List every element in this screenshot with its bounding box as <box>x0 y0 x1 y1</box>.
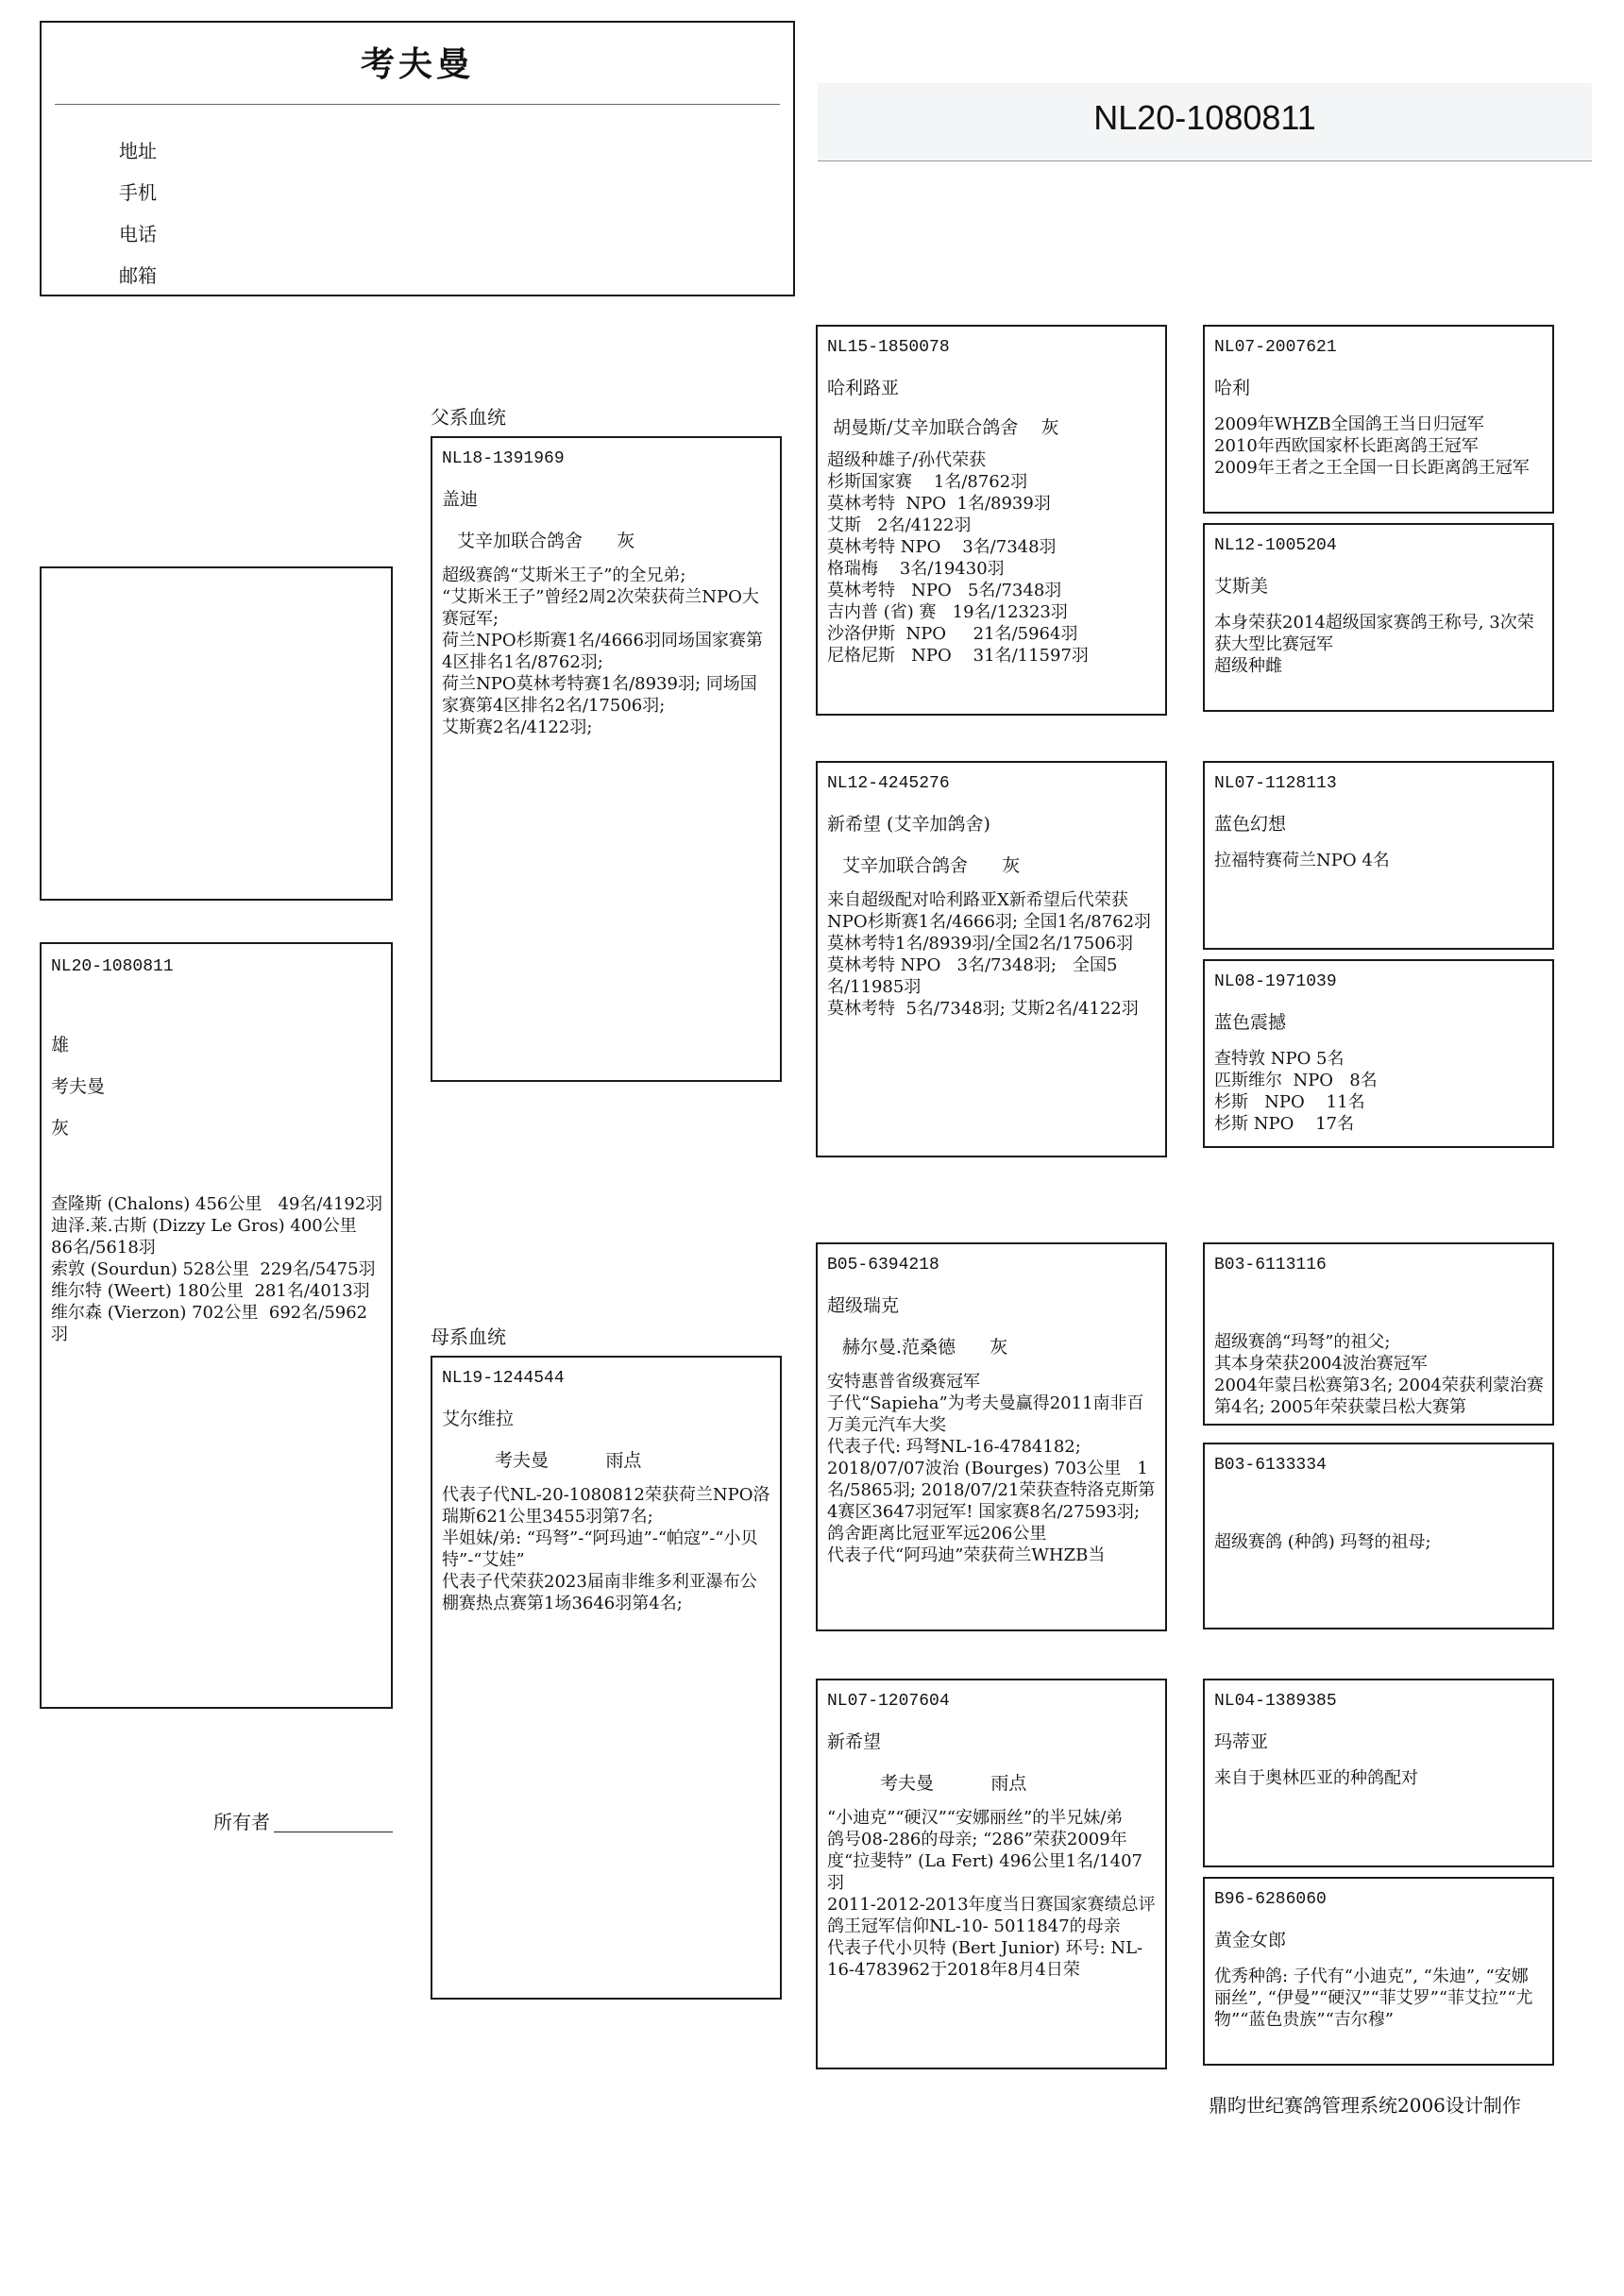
dam-sire-card <box>816 1242 1167 1631</box>
ggp-ddd-card <box>1203 1877 1554 2066</box>
dam-dam-owner: 考夫曼 雨点 <box>880 1773 1027 1794</box>
header-ring-number: NL20-1080811 <box>1093 98 1316 137</box>
ggp-sds-card <box>1203 761 1554 950</box>
dam-sire-ring: B05-6394218 <box>827 1256 939 1275</box>
ggp-sss-notes: 2009年WHZB全国鸽王当日归冠军 2010年西欧国家杯长距离鸽王冠军 2009年王者之王全国一日长距离鸽王冠军 <box>1214 414 1530 478</box>
sire-sire-notes: 超级种雄子/孙代荣获 杉斯国家赛 1名/8762羽 莫林考特 NPO 1名/8939羽 艾斯 2名/4122羽 莫林考特 NPO 3名/7348羽 格瑞梅 3名/19430羽 莫林考特 NPO 5名/7348羽 吉内普 (省) 赛 19名/12323羽 沙洛伊斯 NPO 21名/5964羽 尼格尼斯 NPO 31名/11597羽 <box>827 450 1089 666</box>
ggp-ssd-notes: 本身荣获2014超级国家赛鸽王称号, 3次荣获大型比赛冠军 超级种雌 <box>1214 613 1534 676</box>
address-label: 地址 <box>119 140 157 162</box>
sire-sire-ring: NL15-1850078 <box>827 338 950 357</box>
owner-name: 考夫曼 <box>360 44 474 84</box>
dam-dam-ring: NL07-1207604 <box>827 1692 950 1711</box>
subject-color: 灰 <box>51 1118 70 1139</box>
mobile-label: 手机 <box>119 181 157 204</box>
dam-dam-card <box>816 1679 1167 2069</box>
dam-sire-owner: 赫尔曼.范桑德 灰 <box>842 1337 1008 1358</box>
ggp-sdd-notes: 查特敦 NPO 5名 匹斯维尔 NPO 8名 杉斯 NPO 11名 杉斯 NPO 17名 <box>1214 1049 1378 1134</box>
ggp-dss-ring: B03-6113116 <box>1214 1256 1327 1275</box>
ggp-sdd-name: 蓝色震撼 <box>1214 1012 1287 1033</box>
ggp-sds-notes: 拉福特赛荷兰NPO 4名 <box>1214 851 1390 870</box>
sire-line-label: 父系血统 <box>431 406 506 429</box>
sire-card <box>431 436 782 1082</box>
ggp-sss-name: 哈利 <box>1214 378 1251 398</box>
subject-breeder: 考夫曼 <box>51 1076 106 1097</box>
ggp-ddd-ring: B96-6286060 <box>1214 1890 1327 1909</box>
dam-ring: NL19-1244544 <box>442 1369 565 1388</box>
ggp-ddd-notes: 优秀种鸽: 子代有“小迪克”, “朱迪”, “安娜丽丝”, “伊曼”“硬汉”“菲艾罗”“菲艾拉”“尤物”“蓝色贵族”“吉尔穆” <box>1214 1967 1533 2030</box>
ggp-sds-name: 蓝色幻想 <box>1214 814 1287 835</box>
dam-sire-name: 超级瑞克 <box>827 1295 900 1316</box>
sire-name: 盖迪 <box>442 489 479 510</box>
sire-notes: 超级赛鸽“艾斯米王子”的全兄弟; “艾斯米王子”曾经2周2次荣获荷兰NPO大赛冠军; 荷兰NPO杉斯赛1名/4666羽同场国家赛第4区排名1名/8762羽; 荷兰NPO莫林考特赛1名/8939羽; 同场国家赛第4区排名2名/17506羽; 艾斯赛2名/4122羽; <box>442 566 763 737</box>
subject-card <box>40 942 393 1709</box>
ggp-dsd-card <box>1203 1443 1554 1629</box>
ggp-dds-ring: NL04-1389385 <box>1214 1692 1337 1711</box>
sire-dam-name: 新希望 (艾辛加鸽舍) <box>827 814 990 835</box>
ggp-sdd-ring: NL08-1971039 <box>1214 972 1337 991</box>
sire-dam-ring: NL12-4245276 <box>827 774 950 793</box>
sire-sire-name: 哈利路亚 <box>827 378 900 398</box>
ggp-ssd-card <box>1203 523 1554 712</box>
ggp-ddd-name: 黄金女郎 <box>1214 1930 1287 1950</box>
subject-ring: NL20-1080811 <box>51 957 174 976</box>
ggp-dss-notes: 超级赛鸽“玛弩”的祖父; 其本身荣获2004波治赛冠军 2004年蒙吕松赛第3名; 2004荣获利蒙治赛第4名; 2005年荣获蒙吕松大赛第 <box>1214 1332 1544 1417</box>
ggp-dds-name: 玛蒂亚 <box>1214 1731 1269 1752</box>
ggp-sds-ring: NL07-1128113 <box>1214 774 1337 793</box>
dam-owner: 考夫曼 雨点 <box>495 1450 642 1471</box>
dam-name: 艾尔维拉 <box>442 1409 515 1429</box>
phone-label: 电话 <box>119 223 157 245</box>
ggp-ssd-ring: NL12-1005204 <box>1214 536 1337 555</box>
header-ring-band <box>818 83 1592 161</box>
owner-card-divider <box>55 104 780 105</box>
dam-sire-notes: 安特惠普省级赛冠军 子代“Sapieha”为考夫曼赢得2011南非百万美元汽车大奖 代表子代: 玛弩NL-16-4784182; 2018/07/07波治 (Bourges) 703公里 1名/5865羽; 2018/07/21荣获查特洛克斯第4赛区3647羽冠军! 国家赛8名/27593羽; 鸽舍距离比冠亚军远206公里 代表子代“阿玛迪”荣获荷兰WHZB当 <box>827 1372 1156 1565</box>
owner-card <box>40 21 795 296</box>
dam-notes: 代表子代NL-20-1080812荣获荷兰NPO洛瑞斯621公里3455羽第7名; 半姐妹/弟: “玛弩”-“阿玛迪”-“帕寇”-“小贝特”-“艾娃” 代表子代荣获2023届南非维多利亚瀑布公棚赛热点赛第1场3646羽第4名; <box>442 1485 770 1613</box>
owner-signature-label: 所有者 <box>213 1811 270 1833</box>
sire-dam-owner: 艾辛加联合鸽舍 灰 <box>842 855 1021 876</box>
ggp-dsd-ring: B03-6133334 <box>1214 1456 1327 1475</box>
ggp-ssd-name: 艾斯美 <box>1214 576 1269 597</box>
sire-dam-card <box>816 761 1167 1157</box>
ggp-dds-notes: 来自于奥林匹亚的种鸽配对 <box>1214 1768 1418 1788</box>
email-label: 邮箱 <box>119 264 157 287</box>
ggp-sdd-card <box>1203 959 1554 1148</box>
sire-ring: NL18-1391969 <box>442 449 565 468</box>
ggp-sss-card <box>1203 325 1554 514</box>
sire-owner: 艾辛加联合鸽舍 灰 <box>457 531 635 551</box>
ggp-dss-card <box>1203 1242 1554 1426</box>
footer-credit: 鼎昀世纪赛鸽管理系统2006设计制作 <box>1209 2094 1521 2117</box>
dam-dam-notes: “小迪克”“硬汉”“安娜丽丝”的半兄妹/弟 鸽号08-286的母亲; “286”荣获2009年度“拉斐特” (La Fert) 496公里1名/1407羽 2011-2012-2013年度当日赛国家赛绩总评鸽王冠军信仰NL-10- 5011847的母亲 代表子代小贝特 (Bert Junior) 环号: NL-16-4783962于2018年8月4日荣 <box>827 1808 1156 1980</box>
sire-sire-card <box>816 325 1167 716</box>
subject-sex: 雄 <box>51 1035 70 1055</box>
ggp-dsd-notes: 超级赛鸽 (种鸽) 玛弩的祖母; <box>1214 1532 1431 1552</box>
ggp-sss-ring: NL07-2007621 <box>1214 338 1337 357</box>
dam-dam-name: 新希望 <box>827 1731 882 1752</box>
photo-box <box>40 566 393 901</box>
ggp-dds-card <box>1203 1679 1554 1867</box>
dam-line-label: 母系血统 <box>431 1325 506 1348</box>
sire-sire-owner: 胡曼斯/艾辛加联合鸽舍 灰 <box>833 417 1059 438</box>
dam-card <box>431 1356 782 2000</box>
sire-dam-notes: 来自超级配对哈利路亚X新希望后代荣获 NPO杉斯赛1名/4666羽; 全国1名/8762羽 莫林考特1名/8939羽/全国2名/17506羽 莫林考特 NPO 3名/7348羽; 全国5名/11985羽 莫林考特 5名/7348羽; 艾斯2名/4122羽 <box>827 890 1152 1019</box>
subject-results: 查隆斯 (Chalons) 456公里 49名/4192羽 迪泽.莱.古斯 (Dizzy Le Gros) 400公里 86名/5618羽 索敦 (Sourdun) 528公里 229名/5475羽 维尔特 (Weert) 180公里 281名/4013羽 维尔森 (Vierzon) 702公里 692名/5962羽 <box>51 1194 383 1344</box>
